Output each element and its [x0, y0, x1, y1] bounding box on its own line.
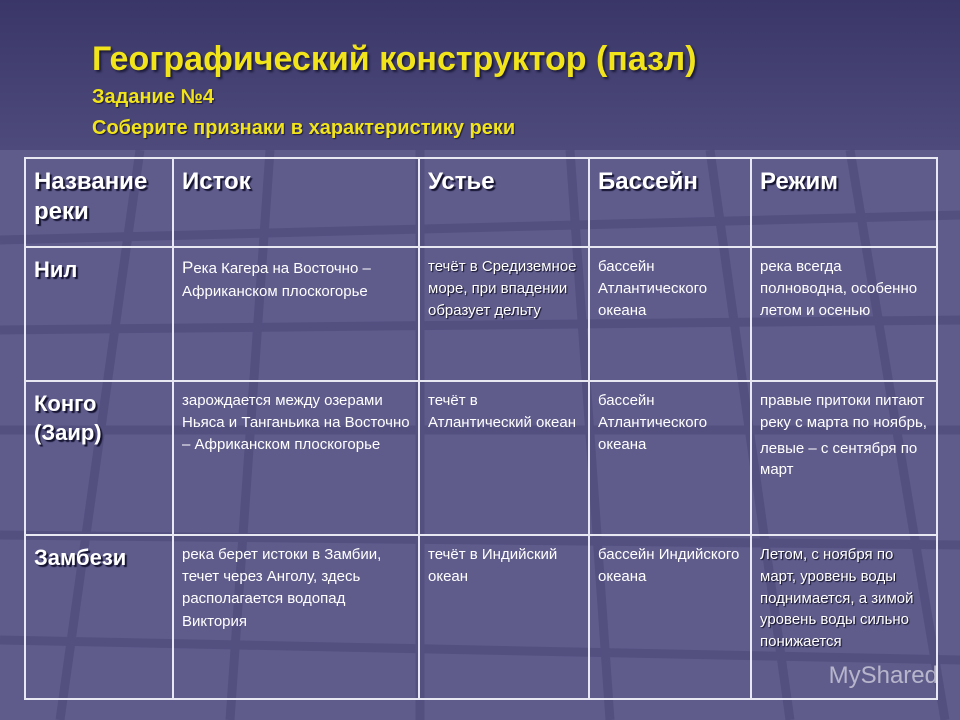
- river-name-nile: Нил: [25, 247, 173, 381]
- header-source: Исток: [173, 158, 419, 247]
- table-row-zambezi: [25, 535, 937, 699]
- zambezi-source-waterfall: Виктория: [182, 613, 248, 631]
- zambezi-source: [173, 535, 419, 699]
- table-header-row: [25, 158, 937, 247]
- nile-source-text: ека Кагера на Восточно – Африканском плоскогорье: [182, 260, 371, 300]
- congo-mouth: течёт в Атлантический океан: [419, 381, 589, 535]
- header-river-name: Название реки: [25, 158, 173, 247]
- congo-basin: бассейн Атлантического океана: [589, 381, 751, 535]
- nile-mouth: течёт в Средиземное море, при впадении образует дельту: [419, 247, 589, 381]
- task-number: Задание №4: [92, 86, 214, 108]
- header-regime: Режим: [751, 158, 937, 247]
- river-characteristics-table: [24, 157, 938, 700]
- nile-source-first-letter: Р: [182, 258, 194, 277]
- watermark: MyShared: [828, 662, 938, 689]
- congo-regime-left-tributaries: левые – с сентября по март: [760, 439, 918, 479]
- river-name-congo: Конго (Заир): [25, 381, 173, 535]
- zambezi-source-text: река берет истоки в Замбии, течет через Анголу, здесь располагается водопад: [182, 546, 382, 607]
- header-mouth: Устье: [419, 158, 589, 247]
- table-row-congo: [25, 381, 937, 535]
- river-name-zambezi: Замбези: [25, 535, 173, 699]
- table-row-nile: [25, 247, 937, 381]
- nile-regime: река всегда полноводна, особенно летом и осенью: [751, 247, 937, 381]
- congo-regime-right-tributaries: правые притоки питают реку с марта по ноябрь,: [760, 392, 927, 431]
- zambezi-mouth: течёт в Индийский океан: [419, 535, 589, 699]
- nile-source: [173, 247, 419, 381]
- nile-basin: бассейн Атлантического океана: [589, 247, 751, 381]
- zambezi-regime: Летом, с ноября по март, уровень воды поднимается, а зимой уровень воды сильно понижается: [751, 535, 937, 699]
- congo-source: зарождается между озерами Ньяса и Танганьика на Восточно – Африканском плоскогорье: [173, 381, 419, 535]
- header-basin: Бассейн: [589, 158, 751, 247]
- zambezi-basin: бассейн Индийского океана: [589, 535, 751, 699]
- slide-title: Географический конструктор (пазл): [92, 40, 697, 78]
- task-instruction: Соберите признаки в характеристику реки: [92, 117, 516, 139]
- congo-regime: [751, 381, 937, 535]
